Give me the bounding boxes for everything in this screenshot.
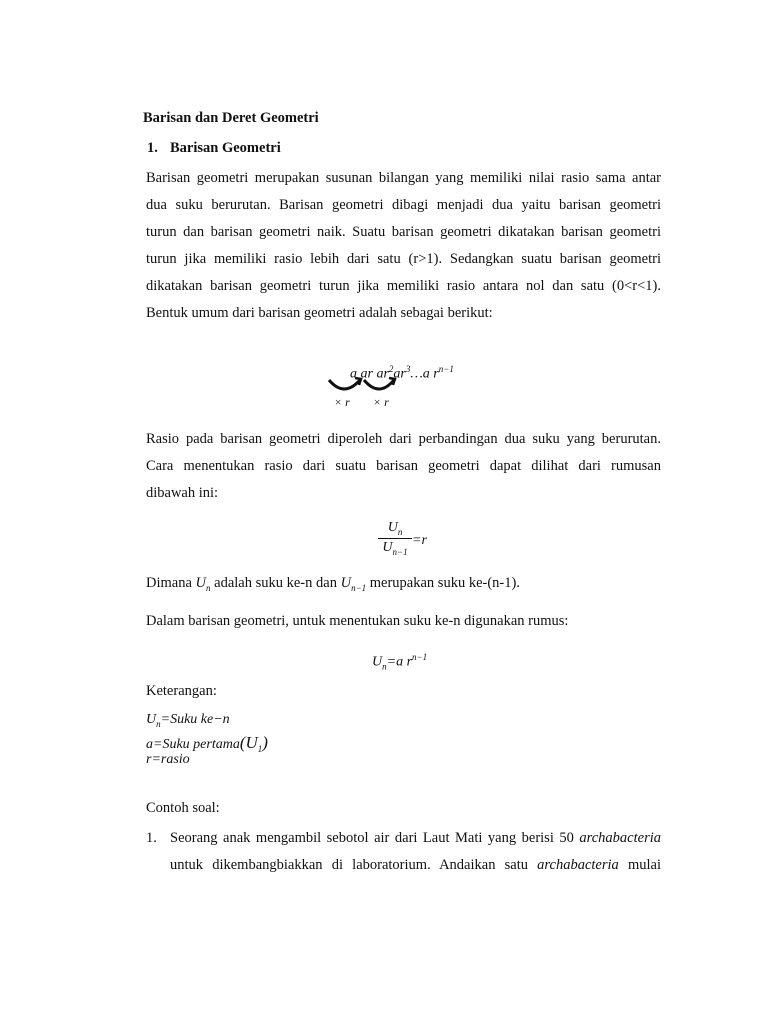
inline-math: (0<r<1). [612, 278, 662, 294]
arrow-arc-2 [364, 380, 394, 389]
arrow-arc-1 [329, 380, 360, 389]
paragraph-line: Dalam barisan geometri, untuk menentukan suku ke-n digunakan rumus: [146, 613, 569, 629]
multiplier-label: × r [334, 395, 350, 409]
inline-math: (r>1). Sedangkan suatu barisan geometri [408, 251, 661, 267]
dimana-line: Dimana $U_n$ adalah suku ke-n dan $U_{n-1}$ merupakan suku ke-(n-1). [146, 575, 520, 593]
keterangan-item: r=rasio [146, 752, 190, 767]
multiplier-arrows [324, 376, 404, 396]
section-number: 1. [147, 140, 158, 156]
keterangan-item: $U_n=Suku$ ke−n [146, 712, 230, 729]
sequence-ellipsis: …a r [410, 366, 439, 382]
nth-term-formula: $U_n=a$ $r^{n-1}$ [372, 652, 428, 672]
paragraph-line: Rasio pada barisan geometri diperoleh dari perbandingan dua suku yang berurutan. [146, 431, 661, 447]
paragraph-line: Barisan geometri merupakan susunan bilangan yang memiliki nilai rasio sama antar [146, 170, 661, 186]
paragraph-line [146, 246, 661, 273]
sequence-term: ar [393, 366, 406, 382]
exponent: 2 [388, 364, 394, 374]
contoh-label: Contoh soal: [146, 800, 220, 816]
fraction-bar [378, 538, 412, 539]
document-heading: Barisan dan Deret Geometri [143, 110, 319, 126]
keterangan-label: Keterangan: [146, 683, 217, 699]
paragraph-line: dua suku berurutan. Barisan geometri dibagi menjadi dua yaitu barisan geometri [146, 197, 661, 213]
text-span: dikatakan barisan geometri turun jika memiliki rasio antara nol dan satu [146, 278, 605, 294]
contoh-line: untuk dikembangbiakkan di laboratorium. Andaikan satu archabacteria mulai [170, 857, 662, 873]
multiplier-label: × r [373, 395, 389, 409]
ratio-rhs: =r [412, 533, 427, 548]
contoh-line: Seorang anak mengambil sebotol air dari Laut Mati yang berisi 50 archabacteria [170, 830, 661, 846]
list-number: 1. [146, 830, 157, 846]
paragraph-line: Bentuk umum dari barisan geometri adalah sebagai berikut: [146, 305, 493, 321]
paragraph-line [146, 273, 661, 300]
sequence-terms: a ar ar [350, 366, 389, 382]
keterangan-item: a=Suku $pertama(U_1)$ [146, 733, 268, 754]
fraction-numerator: $U_n$ [387, 520, 403, 537]
fraction-denominator: $U_{n-1}$ [382, 539, 408, 557]
text-span: turun jika memiliki rasio lebih dari satu [146, 251, 401, 267]
paragraph-line: dibawah ini: [146, 485, 219, 501]
paragraph-line: turun dan barisan geometri naik. Suatu barisan geometri dikatakan barisan geometri [146, 224, 661, 240]
exponent: n−1 [438, 364, 454, 374]
section-title: Barisan Geometri [170, 140, 281, 156]
ratio-formula [378, 520, 412, 557]
exponent: 3 [405, 364, 411, 374]
paragraph-line: Cara menentukan rasio dari suatu barisan geometri dapat dilihat dari rumusan [146, 458, 661, 474]
